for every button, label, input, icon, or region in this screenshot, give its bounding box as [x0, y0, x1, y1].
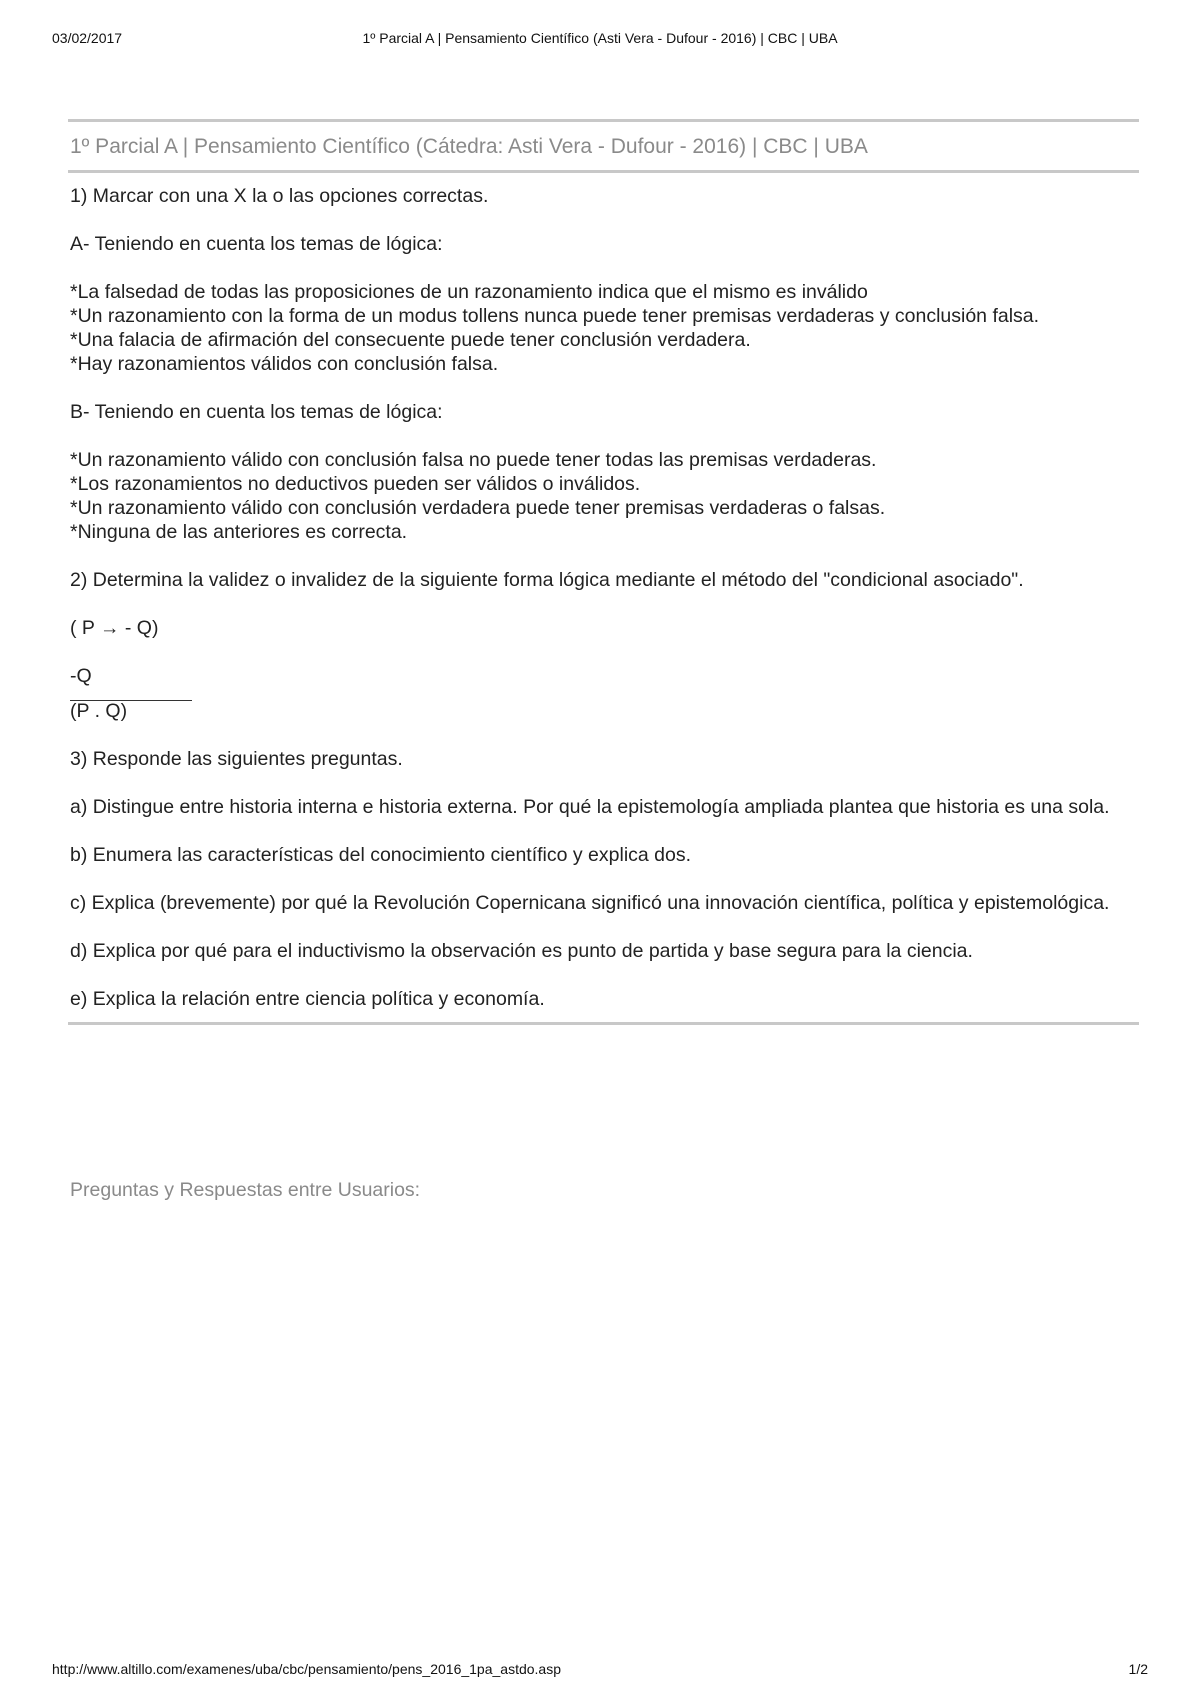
- option-item: *Ninguna de las anteriores es correcta.: [70, 521, 408, 543]
- question-3c: c) Explica (brevemente) por qué la Revolución Copernicana significó una innovación científica, política y epistemológica.: [70, 892, 1110, 914]
- print-footer: [0, 1661, 1200, 1681]
- option-item: *Un razonamiento con la forma de un modus tollens nunca puede tener premisas verdaderas y conclusión falsa.: [70, 305, 1040, 327]
- print-date: 03/02/2017: [52, 30, 123, 46]
- qa-section-title: Preguntas y Respuestas entre Usuarios:: [70, 1179, 421, 1201]
- print-url: http://www.altillo.com/examenes/uba/cbc/pensamiento/pens_2016_1pa_astdo.asp: [52, 1661, 561, 1677]
- question-3e: e) Explica la relación entre ciencia política y economía.: [70, 988, 545, 1010]
- exam-page: [68, 119, 1139, 1025]
- print-title: 1º Parcial A | Pensamiento Científico (Asti Vera - Dufour - 2016) | CBC | UBA: [362, 30, 838, 46]
- bottom-divider: [68, 1022, 1139, 1025]
- option-item: *Hay razonamientos válidos con conclusión falsa.: [70, 353, 499, 375]
- page-title: 1º Parcial A | Pensamiento Científico (Cátedra: Asti Vera - Dufour - 2016) | CBC | UBA: [70, 135, 868, 158]
- question-3d: d) Explica por qué para el inductivismo la observación es punto de partida y base segura para la ciencia.: [70, 940, 973, 962]
- argument-form: [70, 664, 1139, 723]
- page-number: 1/2: [1128, 1661, 1148, 1677]
- option-item: *Los razonamientos no deductivos pueden ser válidos o inválidos.: [70, 473, 641, 495]
- section-a-options: [70, 280, 1139, 376]
- option-item: *Una falacia de afirmación del consecuente puede tener conclusión verdadera.: [70, 329, 751, 351]
- exam-content: [68, 173, 1139, 1022]
- section-b-heading: B- Teniendo en cuenta los temas de lógica:: [70, 401, 443, 423]
- option-item: *Un razonamiento válido con conclusión falsa no puede tener todas las premisas verdaderas.: [70, 449, 877, 471]
- premise-2: -Q: [70, 665, 92, 687]
- section-b-options: [70, 448, 1139, 544]
- conclusion: (P . Q): [70, 700, 128, 722]
- question-3b: b) Enumera las características del conocimiento científico y explica dos.: [70, 844, 692, 866]
- question-3a: a) Distingue entre historia interna e historia externa. Por qué la epistemología ampliada plantea que historia es una sola.: [70, 796, 1110, 818]
- option-item: *Un razonamiento válido con conclusión verdadera puede tener premisas verdaderas o falsas.: [70, 497, 886, 519]
- option-item: *La falsedad de todas las proposiciones de un razonamiento indica que el mismo es inválido: [70, 281, 868, 303]
- premise-1: ( P → - Q): [70, 617, 159, 639]
- section-a-heading: A- Teniendo en cuenta los temas de lógica:: [70, 233, 443, 255]
- print-header: [0, 30, 1200, 50]
- question-1: 1) Marcar con una X la o las opciones correctas.: [70, 185, 489, 207]
- question-3: 3) Responde las siguientes preguntas.: [70, 748, 403, 770]
- question-2: 2) Determina la validez o invalidez de la siguiente forma lógica mediante el método del "condicional asociado".: [70, 569, 1024, 591]
